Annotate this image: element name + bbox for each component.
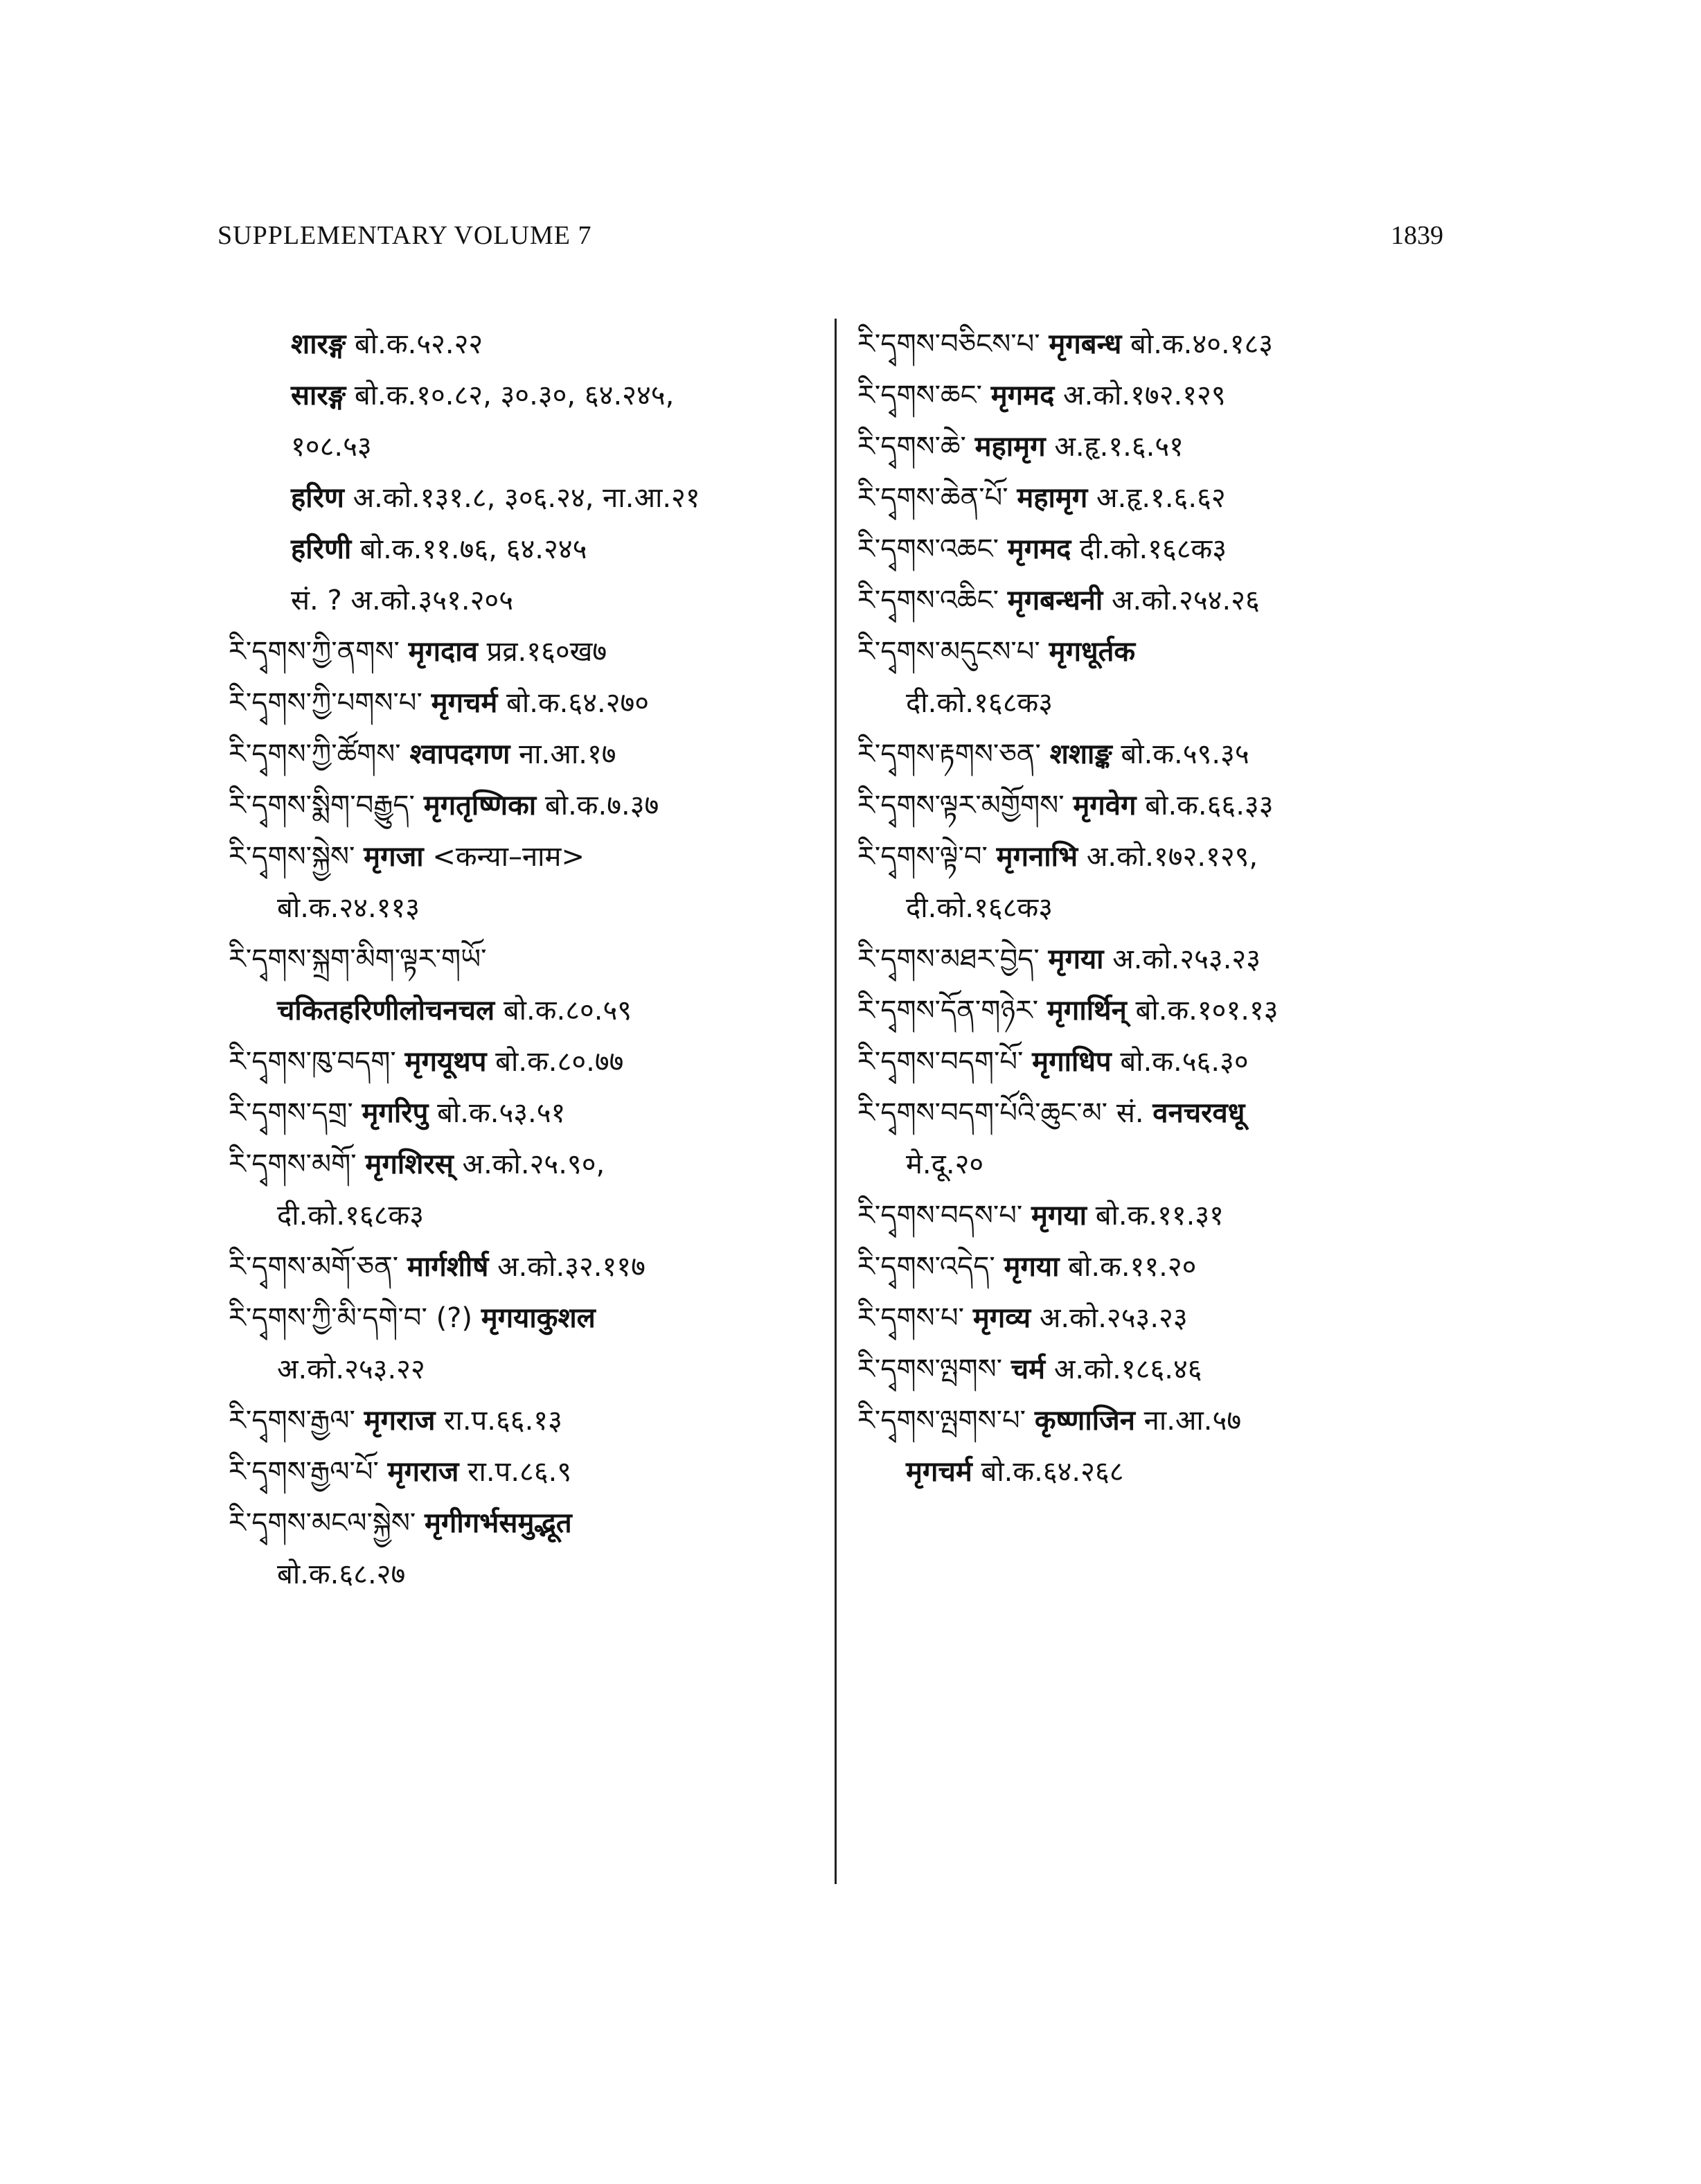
tibetan-headword: རི་དྭགས་སྐྲག་མིག་ལྟར་གཡོ་ — [229, 943, 487, 975]
sanskrit-term: मृगयाकुशल — [481, 1302, 596, 1334]
reference: बो.क.८०.५९ — [503, 995, 632, 1027]
dictionary-entry — [857, 421, 1467, 472]
dictionary-line — [857, 1139, 1467, 1190]
dictionary-line — [229, 319, 824, 370]
sanskrit-term: मृगजा — [364, 841, 424, 873]
dictionary-entry — [229, 831, 824, 882]
reference: बो.क.५२.२२ — [354, 328, 483, 360]
dictionary-entry — [229, 1241, 824, 1293]
dictionary-entry — [857, 729, 1467, 780]
dictionary-entry — [229, 1036, 824, 1087]
sanskrit-term: मार्गशीर्ष — [407, 1251, 489, 1283]
reference: दी.को.१६८क३ — [277, 1200, 425, 1232]
reference: अ.को.२५३.२२ — [277, 1353, 425, 1385]
reference: बो.क.११.७६, ६४.२४५ — [359, 533, 587, 565]
dictionary-entry — [229, 1139, 824, 1190]
tibetan-headword: རི་དྭགས་མདུངས་པ་ — [857, 636, 1040, 668]
tibetan-headword: རི་དྭགས་ལྤགས་ — [857, 1353, 1003, 1385]
sanskrit-term: सारङ्ग — [291, 380, 346, 411]
reference: बो.क.१०.८२, ३०.३०, ६४.२४५, — [354, 380, 675, 411]
reference: बो.क.११.२० — [1068, 1251, 1197, 1283]
tibetan-headword: རི་དྭགས་སྐྱེས་ — [229, 841, 355, 873]
tibetan-headword: རི་དྭགས་མགོ་ — [229, 1148, 357, 1180]
dictionary-line — [857, 882, 1467, 934]
tibetan-headword: རི་དྭགས་ཆང་ — [857, 380, 982, 411]
dictionary-entry — [857, 626, 1467, 677]
left-column — [229, 319, 824, 1600]
sanskrit-term: मृगवेग — [1073, 790, 1137, 822]
sanskrit-term: मृगचर्म — [906, 1456, 972, 1488]
sanskrit-term: मृगनाभि — [996, 841, 1078, 873]
tibetan-headword: རི་དྭགས་མཐར་བྱེད་ — [857, 943, 1040, 975]
sanskrit-term: मृगराज — [387, 1456, 459, 1488]
tibetan-headword: རི་དྭགས་མངལ་སྐྱེས་ — [229, 1507, 416, 1539]
tibetan-headword: རི་དྭགས་བདག་པོ་ — [857, 1046, 1024, 1078]
sanskrit-term: मृगतृष्णिका — [423, 790, 537, 822]
dictionary-line — [229, 1190, 824, 1241]
reference: बो.क.७.३७ — [544, 790, 659, 822]
tibetan-headword: རི་དྭགས་བཅིངས་པ་ — [857, 328, 1040, 360]
dictionary-entry — [857, 319, 1467, 370]
reference: दी.को.१६८क३ — [906, 687, 1053, 719]
dictionary-line — [229, 1549, 824, 1600]
sanskrit-term: वनचरवधू — [1152, 1097, 1245, 1129]
reference: अ.को.२५४.२६ — [1111, 585, 1260, 616]
dictionary-entry — [857, 1395, 1467, 1446]
tibetan-headword: རི་དྭགས་འཆིང་ — [857, 585, 999, 616]
reference: अ.हृ.१.६.५१ — [1054, 431, 1184, 463]
reference: बो.क.१०१.१३ — [1135, 995, 1279, 1027]
reference: दी.को.१६८क३ — [1080, 533, 1227, 565]
reference: १०८.५३ — [291, 431, 372, 463]
sanskrit-term: मृगव्य — [972, 1302, 1031, 1334]
reference: बो.क.५६.३० — [1120, 1046, 1249, 1078]
reference: बो.क.४०.१८३ — [1130, 328, 1274, 360]
dictionary-line — [229, 421, 824, 472]
tibetan-headword: རི་དྭགས་བདག་པོའི་ཆུང་མ་ — [857, 1097, 1108, 1129]
sanskrit-term: मृगया — [1048, 943, 1104, 975]
dictionary-line — [229, 985, 824, 1036]
dictionary-line — [229, 575, 824, 626]
tibetan-headword: རི་དྭགས་རྒྱལ་ — [229, 1405, 355, 1437]
dictionary-entry — [857, 1087, 1467, 1139]
dictionary-entry — [229, 780, 824, 831]
sanskrit-term: मृगमद — [990, 380, 1055, 411]
reference: अ.को.१७२.१२९, — [1086, 841, 1258, 873]
sanskrit-term: कृष्णाजिन — [1034, 1405, 1135, 1437]
sanskrit-term: मृगचर्म — [431, 687, 498, 719]
reference: सं. ? अ.को.३५१.२०५ — [291, 585, 513, 616]
reference: ना.आ.१७ — [519, 738, 616, 770]
dictionary-line — [229, 472, 824, 524]
right-column — [857, 319, 1467, 1498]
uncertain-marker: (?) — [436, 1302, 473, 1334]
tibetan-headword: རི་དྭགས་མགོ་ཅན་ — [229, 1251, 399, 1283]
dictionary-entry — [857, 831, 1467, 882]
reference: प्रव्र.१६०ख७ — [486, 636, 607, 668]
dictionary-entry — [857, 1190, 1467, 1241]
reference: बो.क.५३.५१ — [437, 1097, 566, 1129]
reference: रा.प.८६.९ — [467, 1456, 572, 1488]
reference: बो.क.११.३१ — [1095, 1200, 1224, 1232]
dictionary-entry — [857, 934, 1467, 985]
dictionary-entry — [857, 985, 1467, 1036]
reference: बो.क.६६.३३ — [1145, 790, 1274, 822]
reference: बो.क.८०.७७ — [495, 1046, 624, 1078]
sanskrit-term: मृगाधिप — [1032, 1046, 1112, 1078]
sanskrit-term: मृगरिपु — [362, 1097, 429, 1129]
tibetan-headword: རི་དྭགས་རྟགས་ཅན་ — [857, 738, 1041, 770]
sanskrit-term: मृगार्थिन् — [1047, 995, 1127, 1027]
abbreviation: सं. — [1116, 1097, 1144, 1129]
tibetan-headword: རི་དྭགས་ཀྱི་ཚོགས་ — [229, 738, 401, 770]
reference: अ.को.१३१.८, ३०६.२४, ना.आ.२१ — [353, 482, 700, 514]
reference: अ.को.३२.११७ — [497, 1251, 645, 1283]
reference: अ.को.१७२.१२९ — [1063, 380, 1226, 411]
sanskrit-term: मृगधूर्तक — [1049, 636, 1136, 668]
dictionary-entry — [857, 370, 1467, 421]
sanskrit-term: शशाङ्क — [1049, 738, 1112, 770]
dictionary-entry — [229, 1293, 824, 1344]
sanskrit-term: महामृग — [974, 431, 1046, 463]
sanskrit-term: मृगीगर्भसमुद्भूत — [424, 1507, 572, 1539]
sanskrit-term: मृगदाव — [408, 636, 478, 668]
tibetan-headword: རི་དྭགས་ལྤགས་པ་ — [857, 1405, 1026, 1437]
tibetan-headword: རི་དྭགས་ཀྱི་ནགས་ — [229, 636, 400, 668]
tibetan-headword: རི་དྭགས་འཆང་ — [857, 533, 999, 565]
reference: अ.हृ.१.६.६२ — [1096, 482, 1226, 514]
dictionary-entry — [229, 1446, 824, 1498]
dictionary-entry — [857, 1036, 1467, 1087]
reference: रा.प.६६.१३ — [444, 1405, 562, 1437]
tibetan-headword: རི་དྭགས་ལྟར་མགྱོགས་ — [857, 790, 1065, 822]
dictionary-line — [229, 370, 824, 421]
sanskrit-term: मृगया — [1004, 1251, 1060, 1283]
tibetan-headword: རི་དྭགས་ལྟེ་བ་ — [857, 841, 988, 873]
dictionary-line — [229, 1344, 824, 1395]
tibetan-headword: རི་དྭགས་འདེད་ — [857, 1251, 995, 1283]
dictionary-entry — [857, 575, 1467, 626]
reference: बो.क.६४.२६८ — [981, 1456, 1124, 1488]
column-divider — [835, 319, 837, 1884]
dictionary-entry — [857, 780, 1467, 831]
tibetan-headword: རི་དྭགས་ཀྱི་པགས་པ་ — [229, 687, 422, 719]
tibetan-headword: རི་དྭགས་ཆེན་པོ་ — [857, 482, 1008, 514]
tibetan-headword: རི་དྭགས་བདས་པ་ — [857, 1200, 1023, 1232]
dictionary-entry — [229, 1087, 824, 1139]
dictionary-line — [857, 677, 1467, 729]
dictionary-entry — [229, 1395, 824, 1446]
sanskrit-term: शारङ्ग — [291, 328, 346, 360]
dictionary-line — [229, 524, 824, 575]
reference: <कन्या–नाम> — [432, 841, 585, 873]
sanskrit-term: मृगयूथप — [404, 1046, 487, 1078]
sanskrit-term: मृगराज — [364, 1405, 436, 1437]
reference: बो.क.५९.३५ — [1121, 738, 1249, 770]
tibetan-headword: རི་དྭགས་དགྲ་ — [229, 1097, 353, 1129]
reference: अ.को.२५.९०, — [462, 1148, 605, 1180]
sanskrit-term: चर्म — [1010, 1353, 1046, 1385]
sanskrit-term: हरिण — [291, 482, 344, 514]
dictionary-entry — [229, 729, 824, 780]
sanskrit-term: हरिणी — [291, 533, 352, 565]
reference: मे.दू.२० — [906, 1148, 984, 1180]
reference: बो.क.२४.११३ — [277, 892, 420, 924]
tibetan-headword: རི་དྭགས་རྒྱལ་པོ་ — [229, 1456, 379, 1488]
sanskrit-term: मृगया — [1031, 1200, 1087, 1232]
tibetan-headword: རི་དྭགས་དོན་གཉེར་ — [857, 995, 1039, 1027]
dictionary-entry — [857, 1293, 1467, 1344]
reference: बो.क.६८.२७ — [277, 1559, 406, 1590]
dictionary-entry — [229, 1498, 824, 1549]
reference: दी.को.१६८क३ — [906, 892, 1053, 924]
tibetan-headword: རི་དྭགས་པ་ — [857, 1302, 965, 1334]
dictionary-entry — [857, 524, 1467, 575]
dictionary-line — [229, 882, 824, 934]
sanskrit-term: महामृग — [1017, 482, 1088, 514]
reference: अ.को.२५३.२३ — [1039, 1302, 1188, 1334]
sanskrit-term: चकितहरिणीलोचनचल — [277, 995, 495, 1027]
dictionary-entry — [229, 677, 824, 729]
dictionary-entry — [857, 1344, 1467, 1395]
dictionary-entry — [857, 472, 1467, 524]
running-head: SUPPLEMENTARY VOLUME 7 — [217, 221, 592, 250]
tibetan-headword: རི་དྭགས་ཁུ་བདག་ — [229, 1046, 396, 1078]
dictionary-line — [857, 1446, 1467, 1498]
reference: बो.क.६४.२७० — [506, 687, 650, 719]
sanskrit-term: मृगशिरस् — [365, 1148, 454, 1180]
reference: अ.को.२५३.२३ — [1112, 943, 1261, 975]
dictionary-entry — [857, 1241, 1467, 1293]
reference: अ.को.१८६.४६ — [1053, 1353, 1202, 1385]
dictionary-entry — [229, 934, 824, 985]
sanskrit-term: मृगमद — [1007, 533, 1071, 565]
page-number: 1839 — [1391, 221, 1443, 250]
tibetan-headword: རི་དྭགས་སྨིག་བརྒྱུད་ — [229, 790, 415, 822]
sanskrit-term: श्वापदगण — [409, 738, 510, 770]
sanskrit-term: मृगबन्ध — [1049, 328, 1122, 360]
tibetan-headword: རི་དྭགས་ཆེ་ — [857, 431, 966, 463]
sanskrit-term: मृगबन्धनी — [1007, 585, 1103, 616]
tibetan-headword: རི་དྭགས་ཀྱི་མི་དགེ་བ་ — [229, 1302, 427, 1334]
dictionary-entry — [229, 626, 824, 677]
reference: ना.आ.५७ — [1143, 1405, 1242, 1437]
